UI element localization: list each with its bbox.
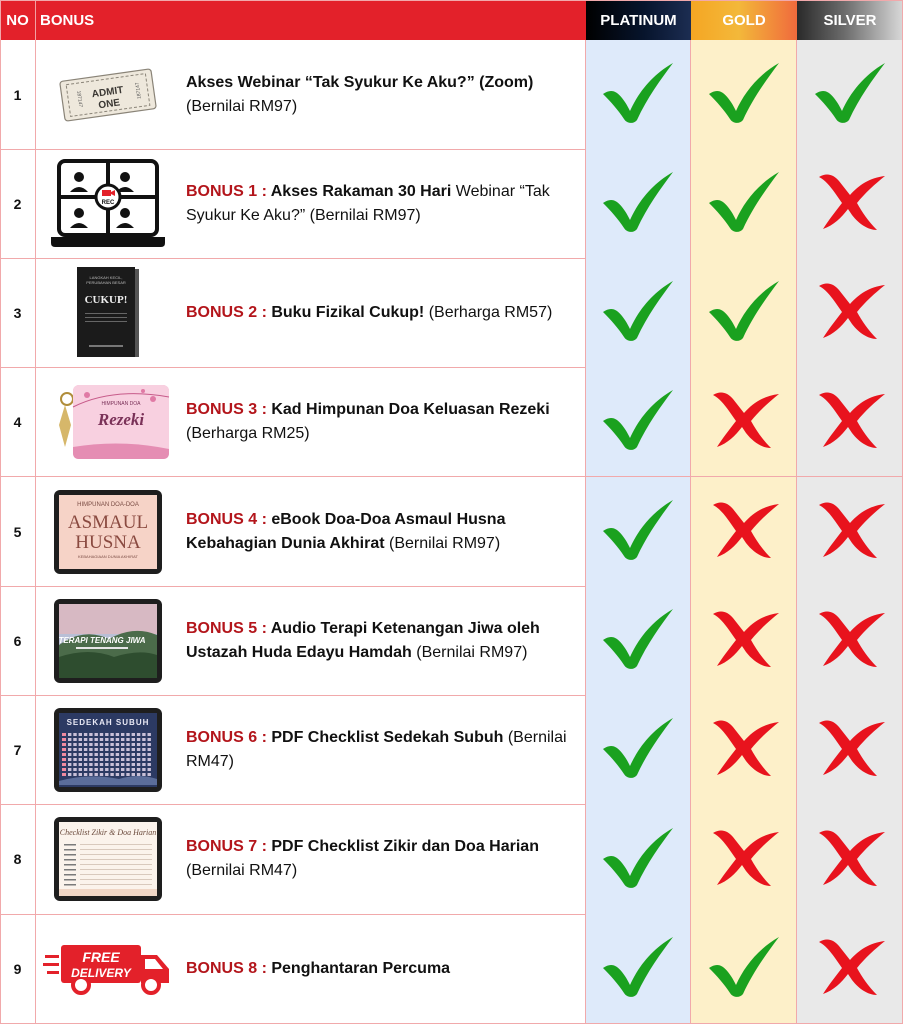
- bonus-value: (Bernilai RM97): [384, 534, 501, 552]
- gold-cell: [691, 477, 797, 586]
- bonus-description: [180, 586, 586, 695]
- bonus-title: eBook Doa-Doa Asmaul Husna Kebahagian Dunia Akhirat: [186, 510, 506, 552]
- table-row: [0, 149, 903, 259]
- header-no: NO: [0, 0, 36, 40]
- table-row: [0, 695, 903, 805]
- check-icon: [600, 497, 676, 566]
- cross-icon: [811, 933, 889, 1004]
- cross-icon: [811, 386, 889, 457]
- gold-cell: [691, 40, 797, 149]
- checklist-zikir-image: [36, 804, 180, 914]
- bonus-description: [180, 477, 586, 586]
- platinum-cell: [586, 477, 691, 586]
- bonus-label: BONUS 5 :: [186, 619, 271, 637]
- row-number: 1: [0, 40, 36, 149]
- bonus-description: [180, 258, 586, 367]
- row-number: 6: [0, 586, 36, 695]
- bonus-title: Penghantaran Percuma: [271, 959, 451, 977]
- bonus-title: PDF Checklist Zikir dan Doa Harian: [271, 838, 539, 855]
- svg-text:TERAPI TENANG JIWA: TERAPI TENANG JIWA: [58, 635, 146, 645]
- table-row: [0, 258, 903, 368]
- checklist-sedekah-image: [36, 695, 180, 804]
- book-cukup-image: [36, 258, 180, 367]
- check-icon: [600, 606, 676, 675]
- bonus-value: (Bernilai RM47): [186, 862, 298, 879]
- platinum-cell: [586, 695, 691, 804]
- cross-icon: [811, 605, 889, 676]
- check-icon: [706, 934, 782, 1003]
- svg-text:ADMIT: ADMIT: [91, 84, 125, 100]
- bonus-title: Audio Terapi Ketenangan Jiwa oleh Ustazah Huda Edayu Hamdah: [186, 619, 540, 661]
- bonus-label: BONUS 7 :: [186, 838, 272, 855]
- cross-icon: [811, 168, 889, 239]
- table-row: [0, 40, 903, 150]
- check-icon: [600, 715, 676, 784]
- silver-cell: [797, 367, 903, 476]
- cross-icon: [705, 605, 783, 676]
- check-icon: [600, 278, 676, 347]
- platinum-cell: [586, 804, 691, 914]
- admit-one-ticket-image: [36, 40, 180, 149]
- svg-text:Checklist Zikir & Doa Harian: Checklist Zikir & Doa Harian: [59, 828, 157, 837]
- gold-cell: [691, 258, 797, 367]
- gold-cell: [691, 149, 797, 258]
- check-icon: [600, 169, 676, 238]
- bonus-label: BONUS 6 :: [186, 728, 272, 746]
- bonus-description: [180, 914, 586, 1023]
- row-number: 3: [0, 258, 36, 367]
- check-icon: [706, 169, 782, 238]
- table-row: [0, 804, 903, 915]
- gold-cell: [691, 804, 797, 914]
- bonus-description: [180, 804, 586, 914]
- check-icon: [706, 60, 782, 129]
- cross-icon: [705, 714, 783, 785]
- svg-text:HUSNA: HUSNA: [75, 531, 141, 553]
- table-header: [0, 0, 903, 40]
- row-number: 4: [0, 367, 36, 476]
- table-row: [0, 914, 903, 1024]
- bonus-label: BONUS 4 :: [186, 510, 272, 528]
- table-row: [0, 477, 903, 587]
- table-row: [0, 586, 903, 696]
- table-row: [0, 367, 903, 477]
- bonus-title: PDF Checklist Sedekah Subuh: [271, 728, 504, 746]
- svg-text:ONE: ONE: [97, 96, 121, 111]
- svg-text:Rezeki: Rezeki: [97, 409, 145, 429]
- platinum-cell: [586, 40, 691, 149]
- bonus-title: Akses Rakaman 30 Hari: [270, 182, 452, 200]
- svg-text:PERUBAHAN BESAR: PERUBAHAN BESAR: [86, 279, 126, 285]
- row-number: 7: [0, 695, 36, 804]
- bonus-value: (Bernilai RM97): [186, 97, 298, 115]
- cross-icon: [811, 824, 889, 895]
- rezeki-card-image: [36, 367, 180, 476]
- svg-text:SEDEKAH SUBUH: SEDEKAH SUBUH: [66, 717, 150, 727]
- silver-cell: [797, 149, 903, 258]
- gold-cell: [691, 695, 797, 804]
- bonus-label: BONUS 3 :: [186, 400, 272, 418]
- svg-text:DELIVERY: DELIVERY: [71, 965, 131, 980]
- platinum-cell: [586, 149, 691, 258]
- silver-cell: [797, 40, 903, 149]
- silver-cell: [797, 586, 903, 695]
- bonus-value: (Bernilai RM47): [186, 728, 567, 770]
- bonus-description: [180, 695, 586, 804]
- svg-text:LANGKAH KECIL,: LANGKAH KECIL,: [89, 274, 123, 280]
- gold-cell: [691, 914, 797, 1023]
- row-number: 5: [0, 477, 36, 586]
- silver-cell: [797, 695, 903, 804]
- bonus-value: Webinar “Tak Syukur Ke Aku?” (Bernilai RM97): [186, 182, 550, 224]
- check-icon: [706, 278, 782, 347]
- platinum-cell: [586, 914, 691, 1023]
- check-icon: [600, 60, 676, 129]
- cross-icon: [705, 824, 783, 895]
- platinum-cell: [586, 586, 691, 695]
- svg-text:FREE: FREE: [82, 948, 120, 965]
- bonus-label: BONUS 2 :: [186, 303, 272, 321]
- audio-terapi-image: [36, 586, 180, 695]
- silver-cell: [797, 258, 903, 367]
- bonus-value: (Berharga RM57): [424, 303, 553, 321]
- silver-cell: [797, 804, 903, 914]
- cross-icon: [811, 277, 889, 348]
- check-icon: [600, 387, 676, 456]
- bonus-label: BONUS 8 :: [186, 959, 272, 977]
- svg-text:KEBAHAGIAAN DUNIA AKHIRAT: KEBAHAGIAAN DUNIA AKHIRAT: [78, 553, 138, 559]
- header-silver: SILVER: [797, 0, 903, 40]
- bonus-title: Buku Fizikal Cukup!: [271, 303, 425, 321]
- platinum-cell: [586, 258, 691, 367]
- row-number: 9: [0, 914, 36, 1023]
- bonus-description: [180, 367, 586, 476]
- bonus-label: BONUS 1 :: [186, 182, 271, 200]
- header-gold: GOLD: [691, 0, 797, 40]
- row-number: 8: [0, 804, 36, 914]
- bonus-description: [180, 40, 586, 149]
- bonus-value: (Bernilai RM97): [411, 643, 528, 661]
- check-icon: [600, 934, 676, 1003]
- bonus-title: Kad Himpunan Doa Keluasan Rezeki: [271, 400, 550, 418]
- video-call-recording-image: [36, 149, 180, 258]
- svg-text:REC: REC: [101, 199, 115, 206]
- bonus-description: [180, 149, 586, 258]
- gold-cell: [691, 586, 797, 695]
- bonus-title: Akses Webinar “Tak Syukur Ke Aku?” (Zoom): [186, 73, 534, 91]
- svg-text:HIMPUNAN DOA-DOA: HIMPUNAN DOA-DOA: [77, 501, 139, 508]
- ebook-asmaul-husna-image: [36, 477, 180, 586]
- silver-cell: [797, 477, 903, 586]
- bonus-value: (Berharga RM25): [186, 424, 310, 442]
- svg-text:HIMPUNAN DOA: HIMPUNAN DOA: [101, 400, 141, 407]
- check-icon: [600, 825, 676, 894]
- header-platinum: PLATINUM: [586, 0, 691, 40]
- svg-text:187147: 187147: [134, 81, 143, 99]
- header-bonus: BONUS: [36, 0, 586, 40]
- row-number: 2: [0, 149, 36, 258]
- cross-icon: [811, 714, 889, 785]
- platinum-cell: [586, 367, 691, 476]
- svg-text:187147: 187147: [75, 89, 84, 108]
- silver-cell: [797, 914, 903, 1023]
- svg-text:CUKUP!: CUKUP!: [84, 293, 128, 306]
- gold-cell: [691, 367, 797, 476]
- free-delivery-truck-image: [36, 914, 180, 1023]
- cross-icon: [705, 496, 783, 567]
- svg-text:ASMAUL: ASMAUL: [67, 511, 149, 533]
- check-icon: [812, 60, 888, 129]
- cross-icon: [705, 386, 783, 457]
- cross-icon: [811, 496, 889, 567]
